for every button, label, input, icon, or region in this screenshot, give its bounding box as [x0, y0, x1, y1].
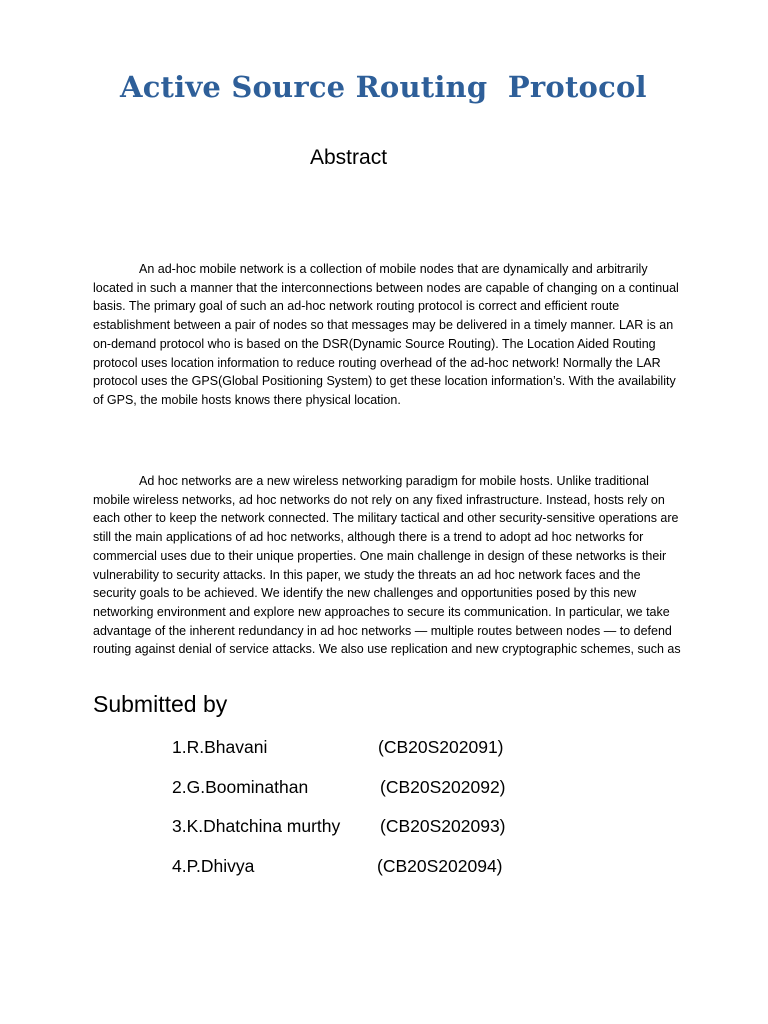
- abstract-paragraph-2: Ad hoc networks are a new wireless networking paradigm for mobile hosts. Unlike traditional mobile wireless networks, ad hoc networks do not rely on any fixed infrastructure. Instead, hosts rely on each other to keep the network connected. The military tactical and other security-sensitive operations are still the main applications of ad hoc networks, although there is a trend to adopt ad hoc networks for commercial uses due to their unique properties. One main challenge in design of these networks is their vulnerability to security attacks. In this paper, we study the threats an ad hoc network faces and the security goals to be achieved. We identify the new challenges and opportunities posed by this new networking environment and explore new approaches to secure its communication. In particular, we take advantage of the inherent redundancy in ad hoc networks — multiple routes between nodes — to defend routing against denial of service attacks. We also use replication and new cryptographic schemes, such as: [93, 474, 681, 657]
- abstract-heading: Abstract: [310, 146, 388, 169]
- member-roll-number: (CB20S202094): [377, 856, 503, 877]
- submitted-by-heading: Submitted by: [93, 691, 228, 717]
- member-name: 3.K.Dhatchina murthy: [172, 816, 341, 837]
- member-roll-number: (CB20S202092): [380, 776, 506, 797]
- member-roll-number: (CB20S202093): [380, 816, 506, 837]
- member-name: 1.R.Bhavani: [172, 737, 268, 757]
- member-roll-number: (CB20S202091): [378, 737, 504, 757]
- member-name: 4.P.Dhivya: [172, 856, 255, 877]
- abstract-paragraph-1: An ad-hoc mobile network is a collection of mobile nodes that are dynamically and arbitrarily located in such a manner that the interconnections between nodes are capable of changing on a continual basis. The primary goal of such an ad-hoc network routing protocol is correct and efficient route establishment between a pair of nodes so that messages may be delivered in a timely manner. LAR is an on-demand protocol who is based on the DSR(Dynamic Source Routing). The Location Aided Routing protocol uses location information to reduce routing overhead of the ad-hoc network! Normally the LAR protocol uses the GPS(Global Positioning System) to get these location information’s. With the availability of GPS, the mobile hosts knows there physical location.: [93, 262, 679, 407]
- document-title: Active Source Routing Protocol: [120, 70, 647, 104]
- member-name: 2.G.Boominathan: [172, 776, 309, 797]
